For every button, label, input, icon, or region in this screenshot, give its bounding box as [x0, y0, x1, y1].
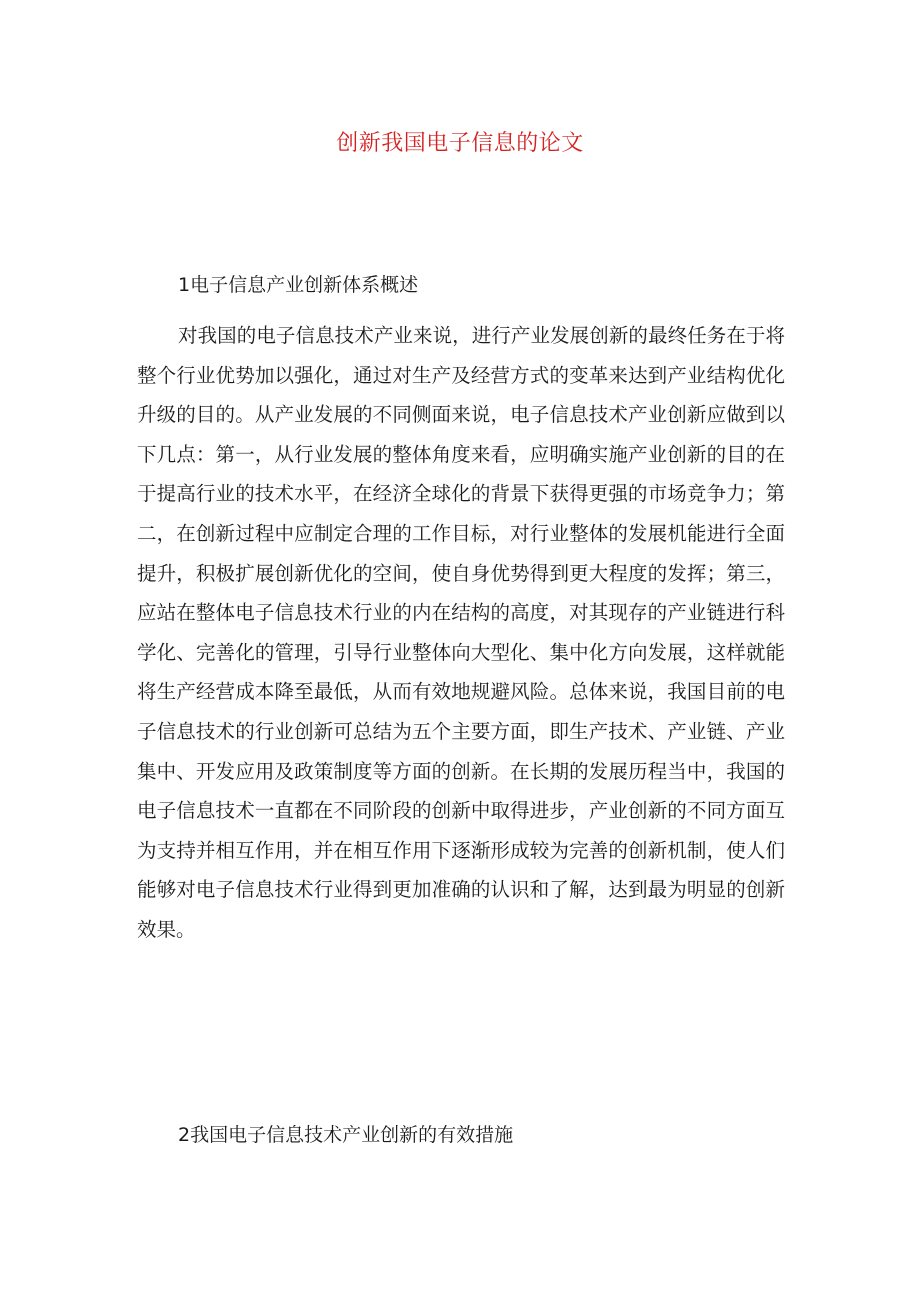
section-1-paragraph: 对我国的电子信息技术产业来说，进行产业发展创新的最终任务在于将整个行业优势加以强化，通过对生产及经营方式的变革来达到产业结构优化升级的目的。从产业发展的不同侧面来说，电子信息技术产业创新应做到以下几点：第一，从行业发展的整体角度来看，应明确实施产业创新的目的在于提高行业的技术水平，在经济全球化的背景下获得更强的市场竞争力；第二，在创新过程中应制定合理的工作目标，对行业整体的发展机能进行全面提升，积极扩展创新优化的空间，使自身优势得到更大程度的发挥；第三，应站在整体电子信息技术行业的内在结构的高度，对其现存的产业链进行科学化、完善化的管理，引导行业整体向大型化、集中化方向发展，这样就能将生产经营成本降至最低，从而有效地规避风险。总体来说，我国目前的电子信息技术的行业创新可总结为五个主要方面，即生产技术、产业链、产业集中、开发应用及政策制度等方面的创新。在长期的发展历程当中，我国的电子信息技术一直都在不同阶段的创新中取得进步，产业创新的不同方面互为支持并相互作用，并在相互作用下逐渐形成较为完善的创新机制，使人们能够对电子信息技术行业得到更加准确的认识和了解，达到最为明显的创新效果。: [137, 324, 785, 941]
document-title: 创新我国电子信息的论文: [336, 131, 584, 156]
section-heading-2: 2我国电子信息技术产业创新的有效措施: [178, 1124, 514, 1146]
section-heading-1: 1电子信息产业创新体系概述: [178, 274, 419, 296]
